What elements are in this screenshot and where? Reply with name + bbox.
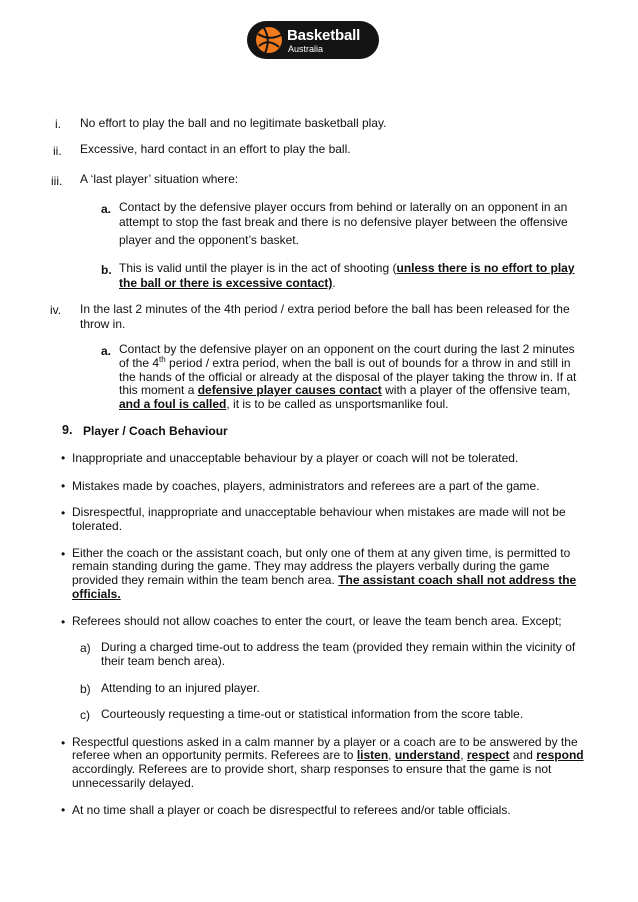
- bullet-text: At no time shall a player or coach be disrespectful to referees and/or table officials.: [72, 803, 511, 817]
- paragraph-line: During a charged time-out to address the team (provided they remain within the vicinity of: [101, 640, 576, 654]
- logo-subtext: Australia: [288, 44, 324, 54]
- paragraph-line: of the 4th period / extra period, when the ball is out of bounds for a throw in and still in: [119, 355, 571, 370]
- bullet-text: tolerated.: [72, 519, 123, 533]
- bullet-icon: •: [61, 615, 66, 629]
- bullet-icon: •: [61, 451, 66, 465]
- sub-marker: a): [80, 641, 91, 655]
- sub-marker: b.: [101, 263, 112, 277]
- list-item-text: Excessive, hard contact in an effort to play the ball.: [80, 142, 351, 156]
- list-marker: iii.: [51, 174, 63, 188]
- paragraph-line: throw in.: [80, 317, 126, 331]
- sub-marker: c): [80, 708, 90, 722]
- paragraph-line: This is valid until the player is in the act of shooting (unless there is no effort to play: [119, 261, 575, 275]
- paragraph-line: the hands of the official or already at the disposal of the player taking the throw in. If at: [119, 370, 577, 384]
- bullet-text: referee when an opportunity permits. Referees are to listen, understand, respect and respond: [72, 748, 584, 762]
- paragraph-line: this moment a defensive player causes contact with a player of the offensive team,: [119, 383, 571, 397]
- bullet-text: accordingly. Referees are to provide short, sharp responses to ensure that the game is not: [72, 762, 552, 776]
- bullet-icon: •: [61, 736, 66, 750]
- paragraph-line: the ball or there is excessive contact).: [119, 276, 336, 290]
- sub-marker: a.: [101, 202, 112, 216]
- sub-marker: b): [80, 682, 91, 696]
- bullet-text: Inappropriate and unacceptable behaviour by a player or coach will not be tolerated.: [72, 451, 519, 465]
- list-marker: i.: [55, 117, 61, 131]
- bullet-text: unnecessarily delayed.: [72, 776, 195, 790]
- sub-marker: a.: [101, 344, 112, 358]
- bullet-text: Mistakes made by coaches, players, administrators and referees are a part of the game.: [72, 479, 540, 493]
- list-marker: ii.: [53, 144, 62, 158]
- bullet-text: remain standing during the game. They may address the players verbally during the game: [72, 559, 550, 573]
- bullet-icon: •: [61, 479, 66, 493]
- paragraph-line: Courteously requesting a time-out or statistical information from the score table.: [101, 707, 524, 721]
- paragraph-line: and a foul is called, it is to be called as unsportsmanlike foul.: [119, 397, 449, 411]
- basketball-icon: [254, 25, 284, 55]
- paragraph-line: Contact by the defensive player on an opponent on the court during the last 2 minutes: [119, 342, 575, 356]
- bullet-icon: •: [61, 803, 66, 817]
- bullet-text: Respectful questions asked in a calm manner by a player or a coach are to be answered by the: [72, 735, 578, 749]
- bullet-text: Disrespectful, inappropriate and unacceptable behaviour when mistakes are made will not be: [72, 505, 566, 519]
- paragraph-line: attempt to stop the fast break and there is no defensive player between the offensive: [119, 215, 568, 229]
- list-item-text: No effort to play the ball and no legitimate basketball play.: [80, 116, 387, 130]
- bullet-icon: •: [61, 506, 66, 520]
- bullet-icon: •: [61, 547, 66, 561]
- bullet-text: Referees should not allow coaches to enter the court, or leave the team bench area. Except;: [72, 614, 562, 628]
- bullet-text: provided they remain within the team bench area. The assistant coach shall not address the: [72, 573, 577, 587]
- paragraph-line: Contact by the defensive player occurs from behind or laterally on an opponent in an: [119, 200, 568, 214]
- section-number: 9.: [62, 423, 73, 437]
- paragraph-line: player and the opponent’s basket.: [119, 233, 299, 247]
- section-title: Player / Coach Behaviour: [83, 424, 228, 438]
- logo-text: Basketball: [287, 27, 361, 44]
- list-marker: iv.: [50, 303, 62, 317]
- bullet-text: officials.: [72, 587, 121, 601]
- paragraph-line: In the last 2 minutes of the 4th period / extra period before the ball has been released for the: [80, 302, 570, 316]
- list-item-text: A ‘last player’ situation where:: [80, 172, 239, 186]
- paragraph-line: Attending to an injured player.: [101, 681, 260, 695]
- bullet-text: Either the coach or the assistant coach, but only one of them at any given time, is permitted to: [72, 546, 571, 560]
- paragraph-line: their team bench area).: [101, 654, 226, 668]
